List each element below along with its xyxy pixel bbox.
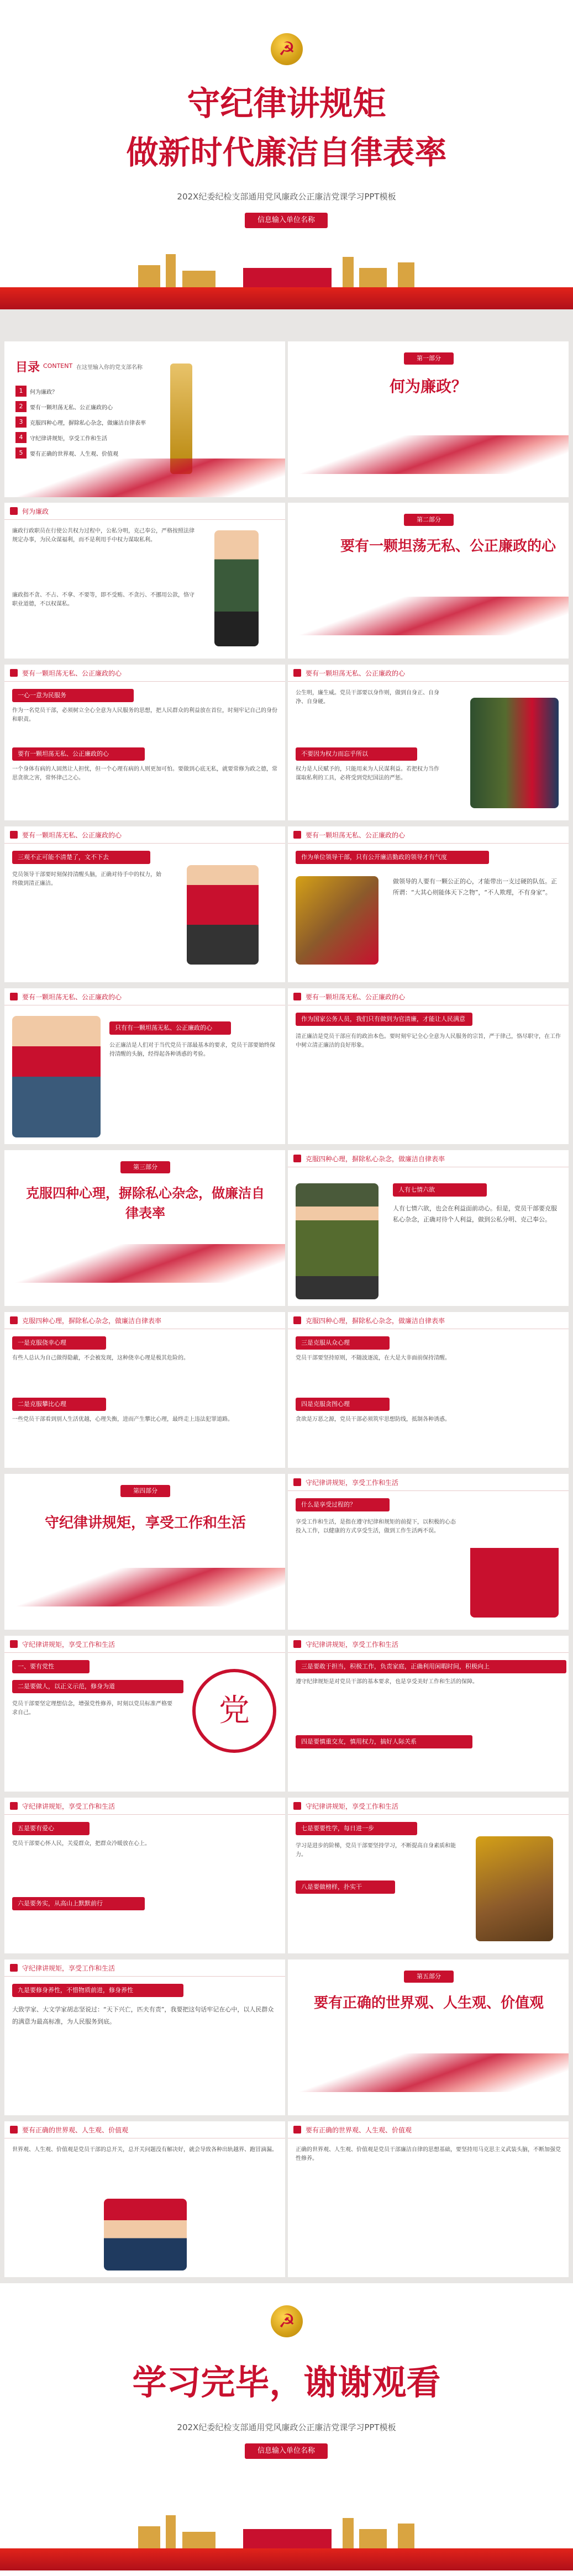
body-text: 学习是进步的阶梯，党员干部要坚持学习，不断提高自身素质和能力。: [296, 1843, 456, 1858]
content-slide-15: 守纪律讲规矩，享受工作和生活 九是要修身养性，不惜物质前进，修身养性 大致学家、大文学家胡志坚说过：“天下兴亡，匹夫有责”，我要把这句话牢记在心中，以人民群众的满意为最高标准，为人民服务到底。: [4, 1959, 285, 2115]
party-heart-icon: 党: [192, 1669, 276, 1753]
toc-intro: 在这里输入你的党支部名称: [76, 365, 143, 371]
section-bar: 五是要有爱心: [12, 1822, 90, 1835]
content-slide-16: 要有正确的世界观、人生观、价值观 世界观、人生观、价值观是党员干部的总开关，总开关问题没有解决好，就会导致各种出轨越界、跑冒滴漏。: [4, 2121, 285, 2277]
section-bar: 六是要务实，从高山上默默前行: [12, 1897, 145, 1910]
content-slide-11: 守纪律讲规矩，享受工作和生活 一、要有党性 二是要做人，以正义示范，修身为道 党员干部要坚定理想信念，增强党性修养，时刻以党员标准严格要求自己。 党: [4, 1636, 285, 1792]
content-slide-9: 克服四种心理，摒除私心杂念，做廉洁自律表率 三是克服从众心理 党员干部要坚持原则，不随波逐流，在大是大非面前保持清醒。 四是克服贪图心理 贪欲是万恶之源，党员干部必须筑牢思想防线，抵制各种诱惑。: [288, 1312, 569, 1468]
ending-slide: [0, 2283, 573, 2576]
chapter4-slide: [4, 1474, 285, 1630]
cover-title-line2: 做新时代廉洁自律表率: [126, 134, 447, 171]
body-text: 公生明，廉生威。党员干部要以身作则，做到自身正、自身净、自身硬。: [296, 690, 439, 705]
body-text: 清正廉洁是党员干部应有的政治本色。要时刻牢记全心全意为人民服务的宗旨，严于律己，恪尽职守，在工作中树立清正廉洁的良好形象。: [296, 1034, 561, 1049]
body-text: 作为一名党员干部，必须树立全心全意为人民服务的思想，把人民群众的利益放在首位，时刻牢记自己的身份和职责。: [12, 708, 277, 723]
section-bar: 一是克服侥幸心理: [12, 1336, 106, 1350]
toc-item-3[interactable]: 3 克服四种心理，摒除私心杂念，做廉洁自律表率: [15, 417, 143, 428]
cover-subtitle: 202X纪委纪检支部通用党风廉政公正廉洁党课学习PPT模板: [177, 192, 396, 202]
body-text: 享受工作和生活，是指在遵守纪律和规矩的前提下，以积极的心态投入工作，以健康的方式享受生活，做到工作生活两不误。: [296, 1519, 456, 1534]
body-text: 大致学家、大文学家胡志坚说过：“天下兴亡，匹夫有责”，我要把这句话牢记在心中，以人民群众的满意为最高标准，为人民服务到底。: [12, 2006, 274, 2025]
chapter-title: 要有一颗坦荡无私、公正廉政的心: [340, 538, 556, 555]
content-slide-8: 克服四种心理，摒除私心杂念，做廉洁自律表率 一是克服侥幸心理 有些人总认为自己做得隐蔽，不会被发现，这种侥幸心理是极其危险的。 二是克服攀比心理 一些党员干部看到别人生活优越，心理失衡，进而产生攀比心理，最终走上违法犯罪道路。: [4, 1312, 285, 1468]
body-text: 党员领导干部要时刻保持清醒头脑，正确对待手中的权力，始终做到清正廉洁。: [12, 872, 161, 887]
body-text: 党员干部要坚持原则，不随波逐流，在大是大非面前保持清醒。: [296, 1355, 450, 1361]
ending-title: 学习完毕，谢谢观看: [132, 2362, 441, 2403]
ending-badge: 信息输入单位名称: [245, 2443, 328, 2459]
toc-heading-en: CONTENT: [43, 362, 73, 370]
content-slide-10: 守纪律讲规矩，享受工作和生活 什么是享受过程的？ 享受工作和生活，是指在遵守纪律和规矩的前提下，以积极的心态投入工作，以健康的方式享受生活，做到工作生活两不误。: [288, 1474, 569, 1630]
content-slide-13: 守纪律讲规矩，享受工作和生活 五是要有爱心 党员干部要心怀人民，关爱群众，把群众冷暖放在心上。 六是要务实，从高山上默默前行: [4, 1798, 285, 1953]
worker-figure: [187, 865, 259, 965]
body-text: 做领导的人要有一颗公正的心，才能带出一支过硬的队伍。正所谓：“大其心则能体天下之物”，“不人欺理，不有身家”。: [393, 878, 557, 896]
section-bar: 一心一意为民服务: [12, 689, 134, 702]
red-ribbon-graphic: [288, 597, 569, 635]
content-slide-2: 要有一颗坦荡无私、公正廉政的心 公生明，廉生威。党员干部要以身作则，做到自身正、自身净、自身硬。 不要因为权力而忘乎所以 权力是人民赋予的，只能用来为人民谋利益。若把权力当作谋取私利的工具，必将受到党纪国法的严惩。: [288, 665, 569, 820]
body-text: 一些党员干部看到别人生活优越，心理失衡，进而产生攀比心理，最终走上违法犯罪道路。: [12, 1416, 233, 1423]
chapter5-slide: [288, 1959, 569, 2115]
red-ribbon-graphic: [288, 2053, 569, 2092]
city-skyline-graphic: [0, 2510, 573, 2570]
header-icon: [10, 507, 18, 515]
red-ribbon-graphic: [4, 1244, 285, 1283]
chapter-label: 第二部分: [404, 514, 454, 526]
red-ribbon-graphic: [4, 459, 285, 497]
cover-slide: [0, 0, 573, 309]
body-text: 权力是人民赋予的，只能用来为人民谋利益。若把权力当作谋取私利的工具，必将受到党纪国法的严惩。: [296, 766, 439, 781]
city-skyline-graphic: [0, 249, 573, 309]
chapter1-slide: [288, 341, 569, 497]
soldier-figure: [296, 1183, 379, 1299]
section-bar: 人有七情六欲: [393, 1183, 487, 1197]
gavel-graphic: [296, 876, 379, 965]
section-bar: 三观不正可能不清楚了，文不下去: [12, 851, 150, 864]
reading-figure: [104, 2199, 187, 2271]
party-emblem-icon: [271, 2305, 303, 2337]
party-emblem-icon: [271, 33, 303, 65]
chapter3-slide: [4, 1150, 285, 1306]
chapter-title: 克服四种心理，摒除私心杂念，做廉洁自律表率: [26, 1186, 265, 1221]
section-bar: 要有一颗坦荡无私、公正廉政的心: [12, 747, 145, 761]
chapter-title: 要有正确的世界观、人生观、价值观: [313, 1995, 544, 2011]
content-slide-14: 守纪律讲规矩，享受工作和生活 七是要要性学，每日进一步 八是要做榜样，扑实干 学习是进步的阶梯，党员干部要坚持学习，不断提高自身素质和能力。: [288, 1798, 569, 1953]
officer-figure: [214, 530, 259, 646]
content-slide-1: 要有一颗坦荡无私、公正廉政的心 一心一意为民服务 作为一名党员干部，必须树立全心全意为人民服务的思想，把人民群众的利益放在首位，时刻牢记自己的身份和职责。 要有一颗坦荡无私、公正廉政的心 一个身体有病的人固然让人担忧，但一个心理有病的人则更加可怕。要做到心底无私，就要常修为政之德，常思贪欲之害，常怀律己之心。: [4, 665, 285, 820]
body-text-2: 廉政指不贪、不占、不拿、不要等，即不受贿、不贪污、不挪用公款，恪守职业道德，不以权谋私。: [12, 592, 194, 607]
section-bar: 八是要做榜样，扑实干: [296, 1880, 395, 1894]
uniformed-officers-figure: [470, 698, 559, 808]
cover-badge: 信息输入单位名称: [245, 213, 328, 228]
body-text: 党员干部要心怀人民，关爱群众，把群众冷暖放在心上。: [12, 1841, 150, 1847]
chapter-label: 第三部分: [120, 1161, 170, 1173]
section-bar: 二是要做人，以正义示范，修身为道: [12, 1680, 183, 1693]
chapter-label: 第五部分: [404, 1971, 454, 1983]
toc-item-2[interactable]: 2 要有一颗坦荡无私、公正廉政的心: [15, 401, 143, 412]
content-slide-6: 要有一颗坦荡无私、公正廉政的心 作为国家公务人员，我们只有做到为官清廉，才能让人民满意 清正廉洁是党员干部应有的政治本色。要时刻牢记全心全意为人民服务的宗旨，严于律己，恪尽职守，在工作中树立清正廉洁的良好形象。: [288, 988, 569, 1144]
toc-slide: [4, 341, 285, 497]
section-bar: 四是克服贪图心理: [296, 1398, 390, 1411]
toc-item-1[interactable]: 1 何为廉政？: [15, 386, 143, 397]
section-bar: 三是克服从众心理: [296, 1336, 390, 1350]
body-text: 党员干部要坚定理想信念，增强党性修养，时刻以党员标准严格要求自己。: [12, 1701, 172, 1716]
body-text: 遵守纪律规矩是对党员干部的基本要求，也是享受美好工作和生活的保障。: [296, 1679, 478, 1685]
toc-item-4[interactable]: 4 守纪律讲规矩，享受工作和生活: [15, 432, 143, 443]
section-bar: 一、要有党性: [12, 1660, 90, 1673]
section-bar: 只有有一颗坦荡无私、公正廉政的心: [109, 1021, 231, 1035]
content-slide-3: 要有一颗坦荡无私、公正廉政的心 三观不正可能不清楚了，文不下去 党员领导干部要时刻保持清醒头脑，正确对待手中的权力，始终做到清正廉洁。: [4, 826, 285, 982]
body-text-1: 廉政行政职员在行使公共权力过程中，公私分明，克己奉公，严格按照法律规定办事，为民众谋福利，而不是利用手中权力谋取私利。: [12, 528, 194, 543]
toc-heading: 目录: [15, 361, 40, 375]
toc-item-5[interactable]: 5 要有正确的世界观、人生观、价值观: [15, 447, 143, 459]
section-bar: 四是要慎重交友，慎用权力，搞好人际关系: [296, 1735, 472, 1748]
ending-subtitle: 202X纪委纪检支部通用党风廉政公正廉洁党课学习PPT模板: [177, 2422, 396, 2432]
chapter-label: 第一部分: [404, 352, 454, 365]
content-slide-12: 守纪律讲规矩，享受工作和生活 三是要敢于担当，积极工作，负责家庭，正确利用闲暇时间，积极向上 遵守纪律规矩是对党员干部的基本要求，也是享受美好工作和生活的保障。 四是要慎重交友，慎用权力，搞好人际关系: [288, 1636, 569, 1792]
section-bar: 不要因为权力而忘乎所以: [296, 747, 417, 761]
body-text: 贪欲是万恶之源，党员干部必须筑牢思想防线，抵制各种诱惑。: [296, 1416, 450, 1423]
red-ribbon-graphic: [4, 1568, 285, 1606]
body-text: 公正廉洁是人们对于当代党员干部最基本的要求，党员干部要始终保持清醒的头脑，经得起各种诱惑的考验。: [109, 1042, 275, 1057]
red-ribbon-graphic: [288, 435, 569, 474]
body-text: 一个身体有病的人固然让人担忧，但一个心理有病的人则更加可怕。要做到心底无私，就要常修为政之德，常思贪欲之害，常怀律己之心。: [12, 766, 277, 781]
section-bar: 七是要要性学，每日进一步: [296, 1822, 417, 1835]
body-text: 人有七情六欲，也会在利益面前动心。但是，党员干部要克服私心杂念，正确对待个人利益，做到公私分明、克己奉公。: [393, 1205, 557, 1223]
chapter-title: 何为廉政？: [389, 377, 467, 396]
what-is-integrity-slide: 何为廉政 廉政行政职员在行使公共权力过程中，公私分明，克己奉公，严格按照法律规定办事，为民众谋福利，而不是利用手中权力谋取私利。 廉政指不贪、不占、不拿、不要等，即不受贿、不贪污、不挪用公款，恪守职业道德，不以权谋私。: [4, 503, 285, 659]
body-text: 有些人总认为自己做得隐蔽，不会被发现，这种侥幸心理是极其危险的。: [12, 1355, 189, 1361]
telescope-graphic: [476, 1836, 553, 1941]
content-slide-7: 克服四种心理，摒除私心杂念，做廉洁自律表率 人有七情六欲 人有七情六欲，也会在利益面前动心。但是，党员干部要克服私心杂念，正确对待个人利益，做到公私分明、克己奉公。: [288, 1150, 569, 1306]
section-bar: 作为国家公务人员，我们只有做到为官清廉，才能让人民满意: [296, 1013, 472, 1026]
bugler-figure: [12, 1016, 101, 1137]
chapter-label: 第四部分: [120, 1485, 170, 1497]
body-text: 世界观、人生观、价值观是党员干部的总开关，总开关问题没有解决好，就会导致各种出轨越界、跑冒滴漏。: [12, 2147, 277, 2153]
toc-list: [15, 386, 148, 468]
section-bar: 作为单位领导干部，只有公开廉洁勤政的领导才有气度: [296, 851, 489, 864]
section-bar: 二是克服攀比心理: [12, 1398, 106, 1411]
pillar-graphic: [170, 364, 192, 474]
content-slide-17: 要有正确的世界观、人生观、价值观 正确的世界观、人生观、价值观是党员干部廉洁自律的思想基础，要坚持用马克思主义武装头脑，不断加强党性修养。: [288, 2121, 569, 2277]
body-text: 正确的世界观、人生观、价值观是党员干部廉洁自律的思想基础，要坚持用马克思主义武装头脑，不断加强党性修养。: [296, 2147, 561, 2162]
flag-crowd-graphic: [470, 1518, 559, 1618]
content-slide-4: 要有一颗坦荡无私、公正廉政的心 作为单位领导干部，只有公开廉洁勤政的领导才有气度 做领导的人要有一颗公正的心，才能带出一支过硬的队伍。正所谓：“大其心则能体天下之物”，“不人欺理，不有身家”。: [288, 826, 569, 982]
content-slide-5: 要有一颗坦荡无私、公正廉政的心 只有有一颗坦荡无私、公正廉政的心 公正廉洁是人们对于当代党员干部最基本的要求，党员干部要始终保持清醒的头脑，经得起各种诱惑的考验。: [4, 988, 285, 1144]
section-bar: 三是要敢于担当，积极工作，负责家庭，正确利用闲暇时间，积极向上: [296, 1660, 566, 1673]
chapter-title: 守纪律讲规矩，享受工作和生活: [44, 1515, 246, 1531]
section-bar: 九是要修身养性，不惜物质前进，修身养性: [12, 1984, 183, 1997]
section-bar: 什么是享受过程的？: [296, 1498, 390, 1511]
cover-title-line1: 守纪律讲规矩: [187, 85, 386, 123]
chapter2-slide: [288, 503, 569, 659]
